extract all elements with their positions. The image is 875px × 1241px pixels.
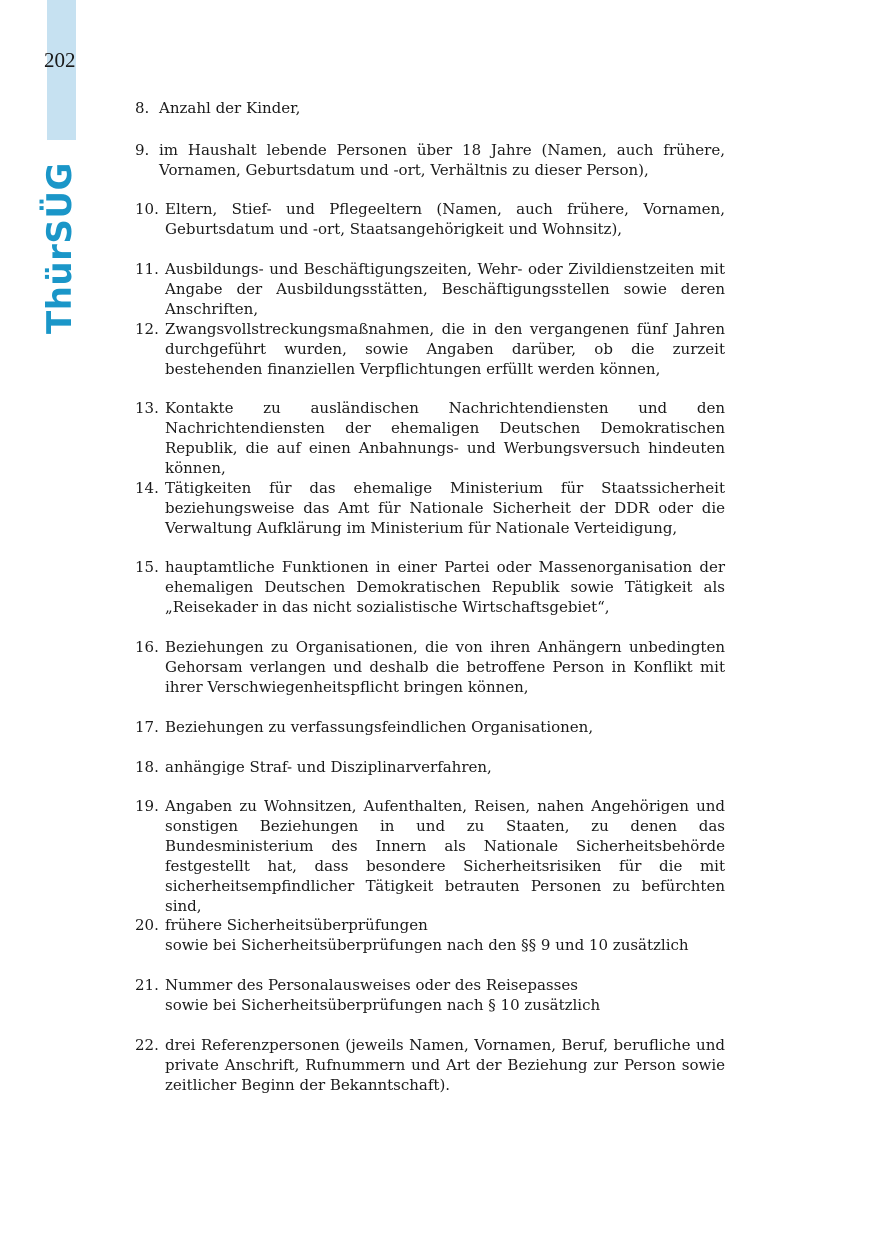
- item-text: Anzahl der Kinder,: [159, 99, 301, 117]
- page-number: 202: [44, 48, 76, 72]
- item-text: anhängige Straf- und Disziplinarverfahren,: [165, 758, 492, 776]
- item-text: Beziehungen zu Organisationen, die von ihren Anhängern unbedingten Gehorsam verlangen und deshalb die betroffene Person in Konflikt mit ihrer Verschwiegenheitspflicht bringen können,: [165, 638, 725, 696]
- item-text: drei Referenzpersonen (jeweils Namen, Vornamen, Beruf, berufliche und private Anschrift, Rufnummern und Art der Beziehung zur Person sowie zeitlicher Beginn der Bekanntschaft).: [165, 1036, 725, 1094]
- item-text: [165, 975, 725, 1015]
- item-text: Kontakte zu ausländischen Nachrichtendiensten und den Nachrichtendiensten der ehemaligen Deutschen Demokratischen Republik, die auf einen Anbahnungs- und Werbungsversuch hindeuten können,: [165, 399, 725, 477]
- item-number: 8.: [135, 99, 150, 117]
- item-number: 18.: [135, 758, 159, 776]
- list-item-9: [135, 140, 725, 180]
- item-number: 10.: [135, 200, 159, 218]
- item-number: 19.: [135, 797, 159, 815]
- item-text: Ausbildungs- und Beschäftigungszeiten, Wehr- oder Zivildienstzeiten mit Angabe der Ausbildungsstätten, Beschäftigungsstellen sowie deren Anschriften,: [165, 260, 725, 318]
- list-item-19: [135, 796, 725, 916]
- item-text-line-1: frühere Sicherheitsüberprüfungen: [165, 916, 428, 934]
- item-number: 15.: [135, 558, 159, 576]
- list-item-8: [135, 98, 725, 118]
- item-text-line-1: Nummer des Personalausweises oder des Reisepasses: [165, 976, 578, 994]
- item-text: im Haushalt lebende Personen über 18 Jahre (Namen, auch frühere, Vornamen, Geburtsdatum und -ort, Verhältnis zu dieser Person),: [159, 141, 725, 179]
- item-number: 11.: [135, 260, 159, 278]
- item-text: Zwangsvollstreckungsmaßnahmen, die in den vergangenen fünf Jahren durchgeführt wurden, sowie Angaben darüber, ob die zurzeit bestehenden finanziellen Verpflichtungen erfüllt werden können,: [165, 320, 725, 378]
- item-number: 16.: [135, 638, 159, 656]
- list-item-18: [135, 757, 725, 777]
- item-text: Beziehungen zu verfassungsfeindlichen Organisationen,: [165, 718, 594, 736]
- list-item-14: [135, 478, 725, 538]
- item-number: 12.: [135, 320, 159, 338]
- item-text: Angaben zu Wohnsitzen, Aufenthalten, Reisen, nahen Angehörigen und sonstigen Beziehungen in und zu Staaten, zu denen das Bundesministerium des Innern als Nationale Sicherheitsbehörde festgestellt hat, dass besondere Sicherheitsrisiken für die mit sicherheitsempfindlicher Tätigkeit betrauten Personen zu befürchten sind,: [165, 797, 725, 915]
- item-number: 13.: [135, 399, 159, 417]
- item-text: Tätigkeiten für das ehemalige Ministerium für Staatssicherheit beziehungsweise das Amt für Nationale Sicherheit der DDR oder die Verwaltung Aufklärung im Ministerium für Nationale Verteidigung,: [165, 479, 725, 537]
- item-number: 17.: [135, 718, 159, 736]
- list-item-12: [135, 319, 725, 379]
- list-item-21: [135, 975, 725, 1015]
- item-number: 14.: [135, 479, 159, 497]
- item-number: 9.: [135, 141, 150, 159]
- list-item-20: [135, 915, 725, 955]
- list-item-13: [135, 398, 725, 478]
- item-number: 21.: [135, 976, 159, 994]
- item-text-line-2: sowie bei Sicherheitsüberprüfungen nach § 10 zusätzlich: [165, 996, 601, 1014]
- list-item-17: [135, 717, 725, 737]
- list-item-15: [135, 557, 725, 617]
- list-item-11: [135, 259, 725, 319]
- item-text: [165, 915, 725, 955]
- list-item-10: [135, 199, 725, 239]
- list-item-22: [135, 1035, 725, 1095]
- item-number: 20.: [135, 916, 159, 934]
- item-text-line-2: sowie bei Sicherheitsüberprüfungen nach den §§ 9 und 10 zusätzlich: [165, 936, 689, 954]
- list-item-16: [135, 637, 725, 697]
- item-number: 22.: [135, 1036, 159, 1054]
- law-abbreviation-title: ThürSÜG: [40, 162, 80, 334]
- item-text: hauptamtliche Funktionen in einer Partei oder Massenorganisation der ehemaligen Deutschen Demokratischen Republik sowie Tätigkeit als „Reisekader in das nicht sozialistische Wirtschaftsgebiet“,: [165, 558, 725, 616]
- item-text: Eltern, Stief- und Pflegeeltern (Namen, auch frühere, Vornamen, Geburtsdatum und -ort, Staatsangehörigkeit und Wohnsitz),: [165, 200, 725, 238]
